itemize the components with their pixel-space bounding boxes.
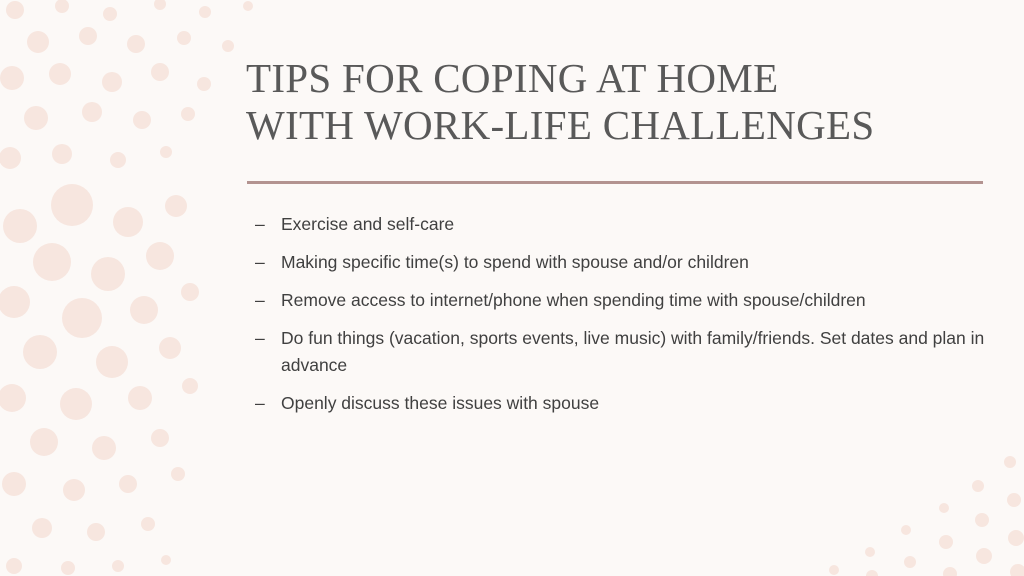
list-item [255, 287, 985, 314]
dash-bullet-marker: – [255, 328, 265, 348]
bullet-text: Making specific time(s) to spend with spouse and/or children [281, 252, 749, 272]
bullet-text: Openly discuss these issues with spouse [281, 393, 600, 413]
list-item [255, 249, 985, 276]
slide-title [246, 55, 986, 149]
list-item [255, 325, 985, 379]
dash-bullet-marker: – [255, 290, 265, 310]
dash-bullet-marker: – [255, 393, 265, 413]
title-line-2: WITH WORK-LIFE CHALLENGES [246, 102, 875, 148]
title-line-1: TIPS FOR COPING AT HOME [246, 55, 779, 101]
title-divider [247, 181, 983, 184]
dash-bullet-marker: – [255, 252, 265, 272]
dash-bullet-marker: – [255, 214, 265, 234]
bullet-text: Remove access to internet/phone when spending time with spouse/children [281, 290, 866, 310]
bullet-text: Do fun things (vacation, sports events, live music) with family/friends. Set dates and plan in advance [281, 328, 985, 375]
list-item [255, 211, 985, 238]
bullet-list [255, 211, 985, 428]
list-item [255, 390, 985, 417]
bullet-text: Exercise and self-care [281, 214, 455, 234]
